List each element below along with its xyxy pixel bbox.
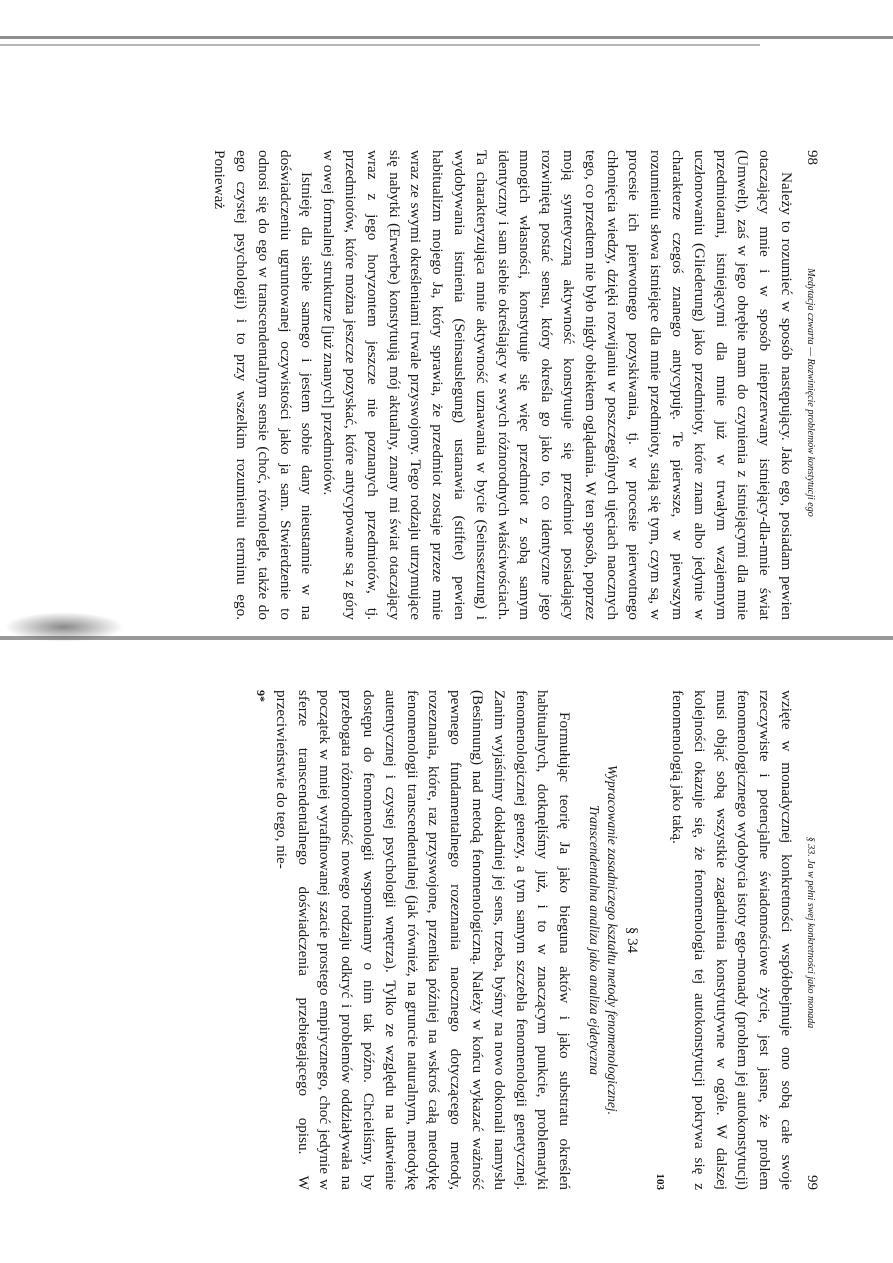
page-number: 98 xyxy=(804,150,820,165)
paragraph: Formułując teorię Ja jako bieguna aktów i jako substratu określeń habitualnych, dotknęliśmy już, i to w znaczącym punkcie, problematyki fenomenologicznej genezy, a tym samym szczebla fenomenologii genetycznej. Zanim wyjaśnimy dokładniej jej sens, trzeba, byśmy na nowo dokonali namysłu (Besinnung) nad metodą fenomenologiczną. Należy w końcu wykazać ważność pewnego fundamentalnego rozeznania naocznego dotyczącego metody, rozeznania, które, raz przyswojone, przenika później na wskroś całą metodykę fenomenologii transcendentalnej (jak również, na gruncie naturalnym, metodykę autentycznej i czystej psychologii wnętrza). Tylko ze względu na ułatwienie dostępu do fenomenologii wspominamy o nim tak późno. Chcieliśmy, by przebogata różnorodność nowego rodzaju odkryć i problemów oddziaływała na początek w mniej wyrafinowanej szacie prostego empirycznego, choć jedynie w sferze transcendentalnego doświadczenia przebiegającego opisu. W przeciwieństwie do tego, nie- xyxy=(272,690,574,1190)
left-page xyxy=(80,150,820,620)
page-fold-line xyxy=(0,636,893,640)
running-head-title: § 33. Ja w pełni swej konkretności jako monada xyxy=(805,836,816,1029)
right-page xyxy=(20,690,820,1190)
running-head xyxy=(803,690,820,1190)
paragraph: Istnieję dla siebie samego i jestem sobie dany nieustannie w na doświadczeniu ugruntowanej oczywistości jako ja sam. Stwierdzenie to odnosi się do ego w transcendentalnym sensie (choć, równolegle, także do ego czystej psychologii) i to przy wszelkim rozumieniu terminu ego. Ponieważ xyxy=(211,150,316,620)
signature-mark: 9* xyxy=(254,690,269,702)
section-title: Wypracowanie zasadniczego kształtu metody fenomenologicznej. Transcendentalna analiza jako analiza ejdetyczna xyxy=(587,764,621,1116)
scan-artifact-line xyxy=(0,36,893,39)
scan-artifact-line xyxy=(0,44,760,46)
paragraph: Należy to rozumieć w sposób następujący. Jako ego, posiadam pewien otaczający mnie i w sposób nieprzerwany istniejący-dla-mnie świat (Umwelt), zaś w jego obrębie mam do czynienia z istniejącymi dla mnie przedmiotami, istniejącymi dla mnie już w trwałym wzajemnym uczłonowaniu (Gliederung) jako przedmioty, które znam albo jedynie w charakterze czegoś znanego antycypuję. Te pierwsze, w pierwszym rozumieniu słowa istniejące dla mnie przedmioty, stają się tym, czym są, w procesie ich pierwotnego pozyskiwania, tj. w procesie pierwotnego chłonięcia wiedzy, dzięki rozwijaniu w poszczególnych ujęciach naocznych tego, co przedtem nie było nigdy obiektem oglądania. W ten sposób, poprzez moją syntetyczną aktywność konstytuuje się przedmiot posiadający rozwiniętą postać sensu, który określa go jako to, co identyczne jego mnogich własności, konstytuuje się więc przedmiot z sobą samym identyczny i sam siebie określający w swych różnorodnych właściwościach. Ta charakteryzująca mnie aktywność uznawania w bycie (Seinssetzung) i wydobywania istnienia (Seinsauslegung) ustanawia (stiftet) pewien habitualizm mojego Ja, który sprawia, że przedmiot zostaje przeze mnie wraz ze swymi określeniami trwale przyswojony. Tego rodzaju utrzymujące się nabytki (Erwerbe) konstytuują mój aktualny, znany mi świat otaczający wraz z jego horyzontem jeszcze nie poznanych przedmiotów, tj. przedmiotów, które można jeszcze pozyskać, które antycypowane są z góry w owej formalnej strukturze [już znanych] przedmiotów. xyxy=(320,150,795,620)
margin-number: 103 xyxy=(654,1173,667,1190)
running-head-title: Medytacja czwarta — Rozwinięcie problemów konstytucji ego xyxy=(805,268,816,517)
section-number: § 34 xyxy=(624,926,641,954)
page-number: 99 xyxy=(804,1174,820,1190)
paragraph: wzięte w monadycznej konkretności współobejmuje ono sobą całe swoje rzeczywiste i potencjalne świadomościowe życie, jest jasne, że problem fenomenologicznego wydobycia istoty ego-monady (problem jej autokonstytucji) musi objąć sobą wszystkie zagadnienia konstytutywne w ogóle. W dalszej kolejności okazuje się, że fenomenologia tej autokonstytucji pokrywa się z fenomenologią jako taką. xyxy=(669,690,795,1190)
running-head xyxy=(803,150,820,620)
